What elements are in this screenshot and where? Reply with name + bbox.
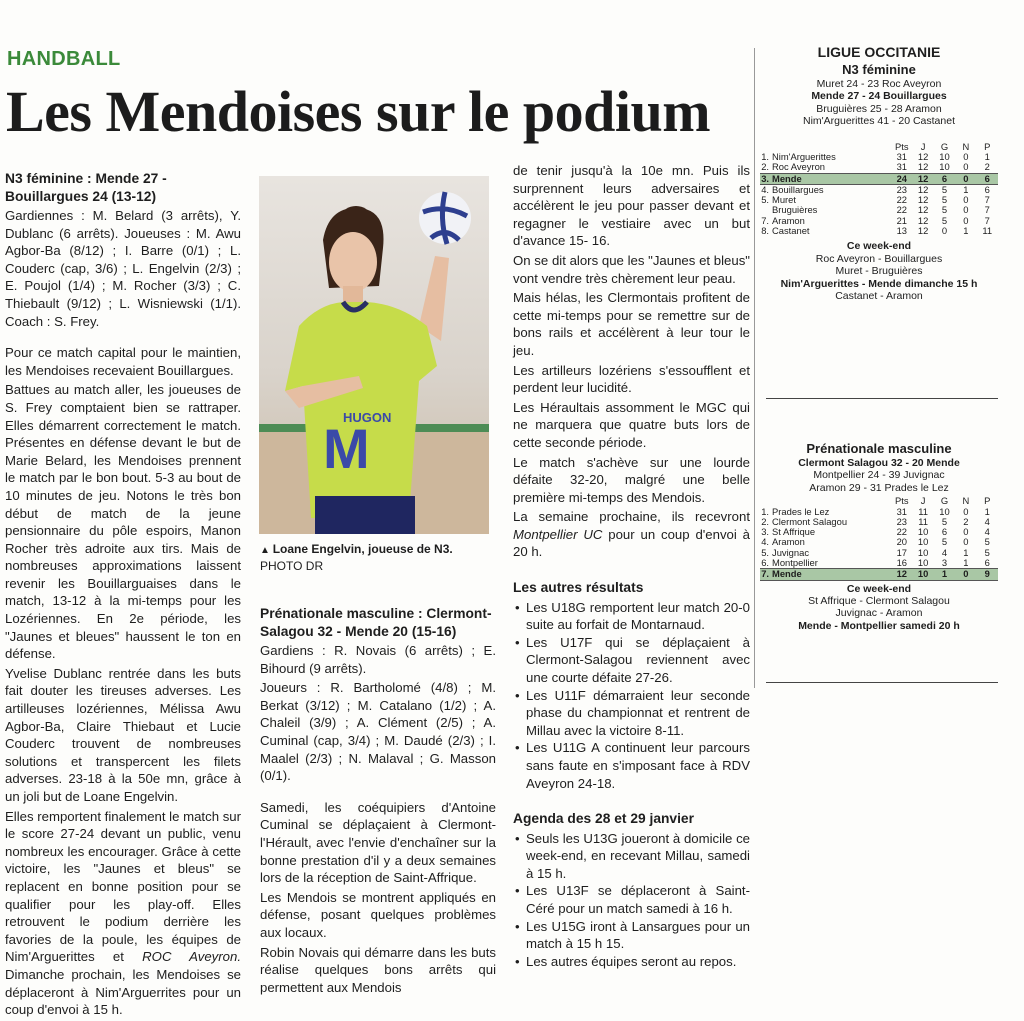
n3-match-title: N3 féminine : Mende 27 - Bouillargues 24 (13-12) (5, 171, 167, 204)
article-paragraph: Les artilleurs lozériens s'essoufflent et perdent leur lucidité. (513, 362, 750, 396)
n3-results: Muret 24 - 23 Roc Aveyron Mende 27 - 24 Bouillargues Bruguières 25 - 28 Aramon Nim'Arguerittes 41 - 20 Castanet (803, 78, 955, 128)
team-name: Mende (771, 569, 891, 580)
table-row: 1. Prades le Lez 31 11 10 0 1 (761, 505, 990, 517)
team-name: Juvignac (772, 546, 810, 558)
team-name: ROC Aveyron. (142, 949, 241, 965)
article-column-2 (260, 605, 496, 998)
list-item: • Les U11F démarraient leur seconde phase du championnat et rentrent de Millau avec la victoire 8-11. (513, 687, 750, 740)
autres-list (513, 599, 750, 793)
article-paragraph: Le match s'achève sur une lourde défaite 32-20, malgré une belle première mi-temps des Mendois. (513, 454, 750, 505)
table-row: 8. Castanet 13 12 0 1 11 (761, 225, 993, 236)
article-paragraph: Les Mendois se montrent appliqués en défense, posant quelques problèmes aux locaux. (260, 889, 496, 940)
article-paragraph: de tenir jusqu'à la 10e mn. Puis ils surprennent leurs adversaires et accélèrent le jeu pour passer devant et regagner le vestiaire avec un but d'avance 15- 16. (513, 163, 750, 249)
agenda-list (513, 830, 750, 971)
article-paragraph: Pour ce match capital pour le maintien, les Mendoises recevaient Bouillargues. (5, 345, 241, 378)
team-name: Clermont Salagou (772, 515, 848, 527)
article-paragraph: Les Héraultais assomment le MGC qui ne marquera que quatre buts lors de cette seconde période. (513, 399, 750, 450)
pre-match-title: Prénationale masculine : Clermont-Salagou 32 - Mende 20 (15-16) (260, 606, 492, 639)
article-paragraph: Mais hélas, les Clermontais profitent de cette mi-temps pour se remettre sur de bons rails et accélèrent à leur tour le jeu. (513, 290, 750, 358)
article-column-1 (5, 170, 241, 1021)
list-item: • Les U18G remportent leur match 20-0 suite au forfait de Montarnaud. (513, 599, 750, 634)
team-name: Roc Aveyron (772, 161, 825, 173)
article-column-3 (513, 162, 750, 970)
headline: Les Mendoises sur le podium (6, 79, 711, 144)
article-paragraph: Yvelise Dublanc rentrée dans les buts fait douter les tireuses adverses. Les artilleuses lozériennes, Mélissa Awu Agbor-Ba, Claire Thiebaut et Lucie Couderc trouvent de nombreuses solutions et transpercent les filets adverses. 23-18 à la 50e mn, grâce à un joli but de Loane Engelvin. (5, 665, 241, 804)
table-row: 5. Muret 22 12 5 0 7 (761, 194, 990, 206)
n3-standings-title: N3 féminine (842, 62, 916, 77)
n3-weekend: Ce week-end Roc Aveyron - Bouillargues Muret - Bruguières Nim'Arguerittes - Mende dimanche 15 h Castanet - Aramon (780, 240, 978, 302)
sidebar-divider (766, 682, 998, 683)
sidebar-n3 (760, 44, 998, 302)
sidebar-divider (766, 398, 998, 399)
agenda-title: Agenda des 28 et 29 janvier (513, 811, 694, 827)
article-paragraph: La semaine prochaine, ils recevront Montpellier UC pour un coup d'envoi à 20 h. (513, 509, 750, 560)
pre-players: Joueurs : R. Bartholomé (4/8) ; M. Berkat (3/12) ; M. Catalano (1/2) ; A. Chaleil (3/9) ; A. Clément (2/5) ; A. Cuminal (cap, 3/4) ; M. Daudé (2/3) ; I. Maalel (2/3) ; N. Malaval ; G. Masson (0/1). (260, 680, 496, 784)
article-paragraph: Robin Novais qui démarre dans les buts réalise quelques bons arrêts qui permettent aux Mendois (260, 944, 496, 995)
team-name: Castanet (772, 225, 810, 236)
table-row: 6. Montpellier 16 10 3 1 6 (761, 557, 990, 568)
pre-standings-title: Prénationale masculine (806, 441, 952, 456)
list-item: • Les U13F se déplaceront à Saint-Céré pour un match samedi à 16 h. (513, 882, 750, 917)
svg-text:HUGON: HUGON (343, 410, 392, 425)
team-name: Aramon (772, 214, 805, 226)
team-name: Montpellier (772, 557, 818, 568)
team-name: Nim'Arguerittes (772, 150, 836, 162)
league-title: LIGUE OCCITANIE (817, 44, 941, 60)
team-name: Bouillargues (772, 183, 824, 195)
article-paragraph: On se dit alors que les "Jaunes et bleus" vont vendre très chèrement leur peau. (513, 252, 750, 286)
n3-lineup: Gardiennes : M. Belard (3 arrêts), Y. Dublanc (6 arrêts). Joueuses : M. Awu Agbor-Ba (8/12) ; I. Barre (0/1) ; L. Couderc (cap, 3/6) ; L. Engelvin (2/3) ; E. Poujol (1/4) ; M. Rocher (3/3) ; C. Thiebault (9/12) ; L. Wisniewski (1/1). Coach : S. Frey. (5, 208, 241, 329)
autres-title: Les autres résultats (513, 580, 644, 596)
section-kicker: HANDBALL (7, 48, 121, 70)
article-paragraph: Battues au match aller, les joueuses de S. Frey comptaient bien se rattraper. Elles démarrent correctement le match. Présentes en défense devant le but de Marie Belard, les Mendoises prennent le match par le bon bout. 5-3 au bout de 10 minutes de jeu. Notons le très bon début de match de la jeune pensionnaire du pôle espoirs, Manon Rocher très adroite aux tirs. Mais de nombreuses approximations laissent revenir les Bouillarguaises dans le match, 13-12 à la mi-temps pour les Lozériennes. En 2e période, les "Jaunes et bleues" haussent le ton en défense. (5, 382, 241, 662)
pre-results: Clermont Salagou 32 - 20 Mende Montpellier 24 - 39 Juvignac Aramon 29 - 31 Prades le Lez (798, 457, 960, 494)
list-item: • Les autres équipes seront au repos. (513, 953, 750, 971)
team-name: Mende (771, 173, 891, 184)
list-item: • Les U15G iront à Lansargues pour un match à 15 h 15. (513, 918, 750, 953)
table-row: 2. Roc Aveyron 31 12 10 0 2 (761, 161, 990, 173)
photo-illustration (259, 176, 489, 534)
team-name: Muret (772, 194, 796, 206)
list-item: • Les U11G A continuent leur parcours sans faute en s'imposant face à RDV Aveyron 24-18. (513, 739, 750, 792)
player-photo (259, 176, 489, 534)
photo-credit: PHOTO DR (260, 558, 324, 573)
table-row: Bruguières 22 12 5 0 7 (772, 204, 990, 216)
pre-keepers: Gardiens : R. Novais (6 arrêts) ; E. Bihourd (9 arrêts). (260, 643, 496, 676)
team-name: St Affrique (772, 526, 816, 538)
team-name: Bruguières (772, 204, 818, 216)
table-row: 2. Clermont Salagou 23 11 5 2 4 (761, 515, 990, 527)
sidebar-pre (760, 440, 998, 632)
n3-standings-table (760, 142, 998, 237)
column-divider (754, 48, 755, 688)
pre-standings-table (760, 496, 998, 580)
table-row: 7. Mende 12 10 1 0 9 (760, 569, 998, 580)
table-row: 1. Nim'Arguerittes 31 12 10 0 1 (761, 150, 990, 162)
article-paragraph: Elles remportent finalement le match sur le score 27-24 devant un public, venu nombreux les encourager. Grâce à cette victoire, les "Jaunes et bleus" se replacent en bonne position pour se qualifier pour les play-off. Elles retrouvent le podium derrière les favories de la poule, les équipes de Nim'Arguerittes et ROC Aveyron. Dimanche prochain, les Mendoises se déplaceront à Nim'Arguerrites pour un coup d'envoi à 15 h. (5, 808, 242, 1018)
table-header-row: Pts J G N P (895, 140, 991, 152)
table-row: 4. Aramon 20 10 5 0 5 (761, 536, 990, 548)
table-row: 5. Juvignac 17 10 4 1 5 (761, 546, 990, 558)
table-row: 3. Mende 24 12 6 0 6 (760, 173, 998, 184)
list-item: • Les U17F qui se déplaçaient à Clermont-Salagou reviennent avec une courte défaite 27-26. (513, 634, 750, 687)
list-item: • Seuls les U13G joueront à domicile ce week-end, en recevant Millau, samedi à 15 h. (513, 830, 750, 883)
table-header-row: Pts J G N P (895, 495, 991, 507)
table-row: 3. St Affrique 22 10 6 0 4 (761, 526, 990, 538)
photo-caption: ▲ Loane Engelvin, joueuse de N3. PHOTO DR (260, 542, 496, 574)
team-name: Aramon (772, 536, 805, 548)
pre-weekend: Ce week-end St Affrique - Clermont Salagou Juvignac - Aramon Mende - Montpellier samedi 20 h (798, 582, 960, 632)
jersey-logo: M (323, 417, 370, 480)
team-name: Prades le Lez (772, 505, 830, 517)
article-paragraph: Samedi, les coéquipiers d'Antoine Cuminal se déplaçaient à Clermont-l'Hérault, avec l'envie d'enchaîner sur la bonne prestation d'il y a deux semaines lors de la réception de Saint-Affrique. (260, 799, 496, 886)
table-row: 4. Bouillargues 23 12 5 1 6 (761, 183, 990, 195)
team-name: Montpellier UC (513, 526, 603, 542)
table-row: 7. Aramon 21 12 5 0 7 (761, 214, 990, 226)
